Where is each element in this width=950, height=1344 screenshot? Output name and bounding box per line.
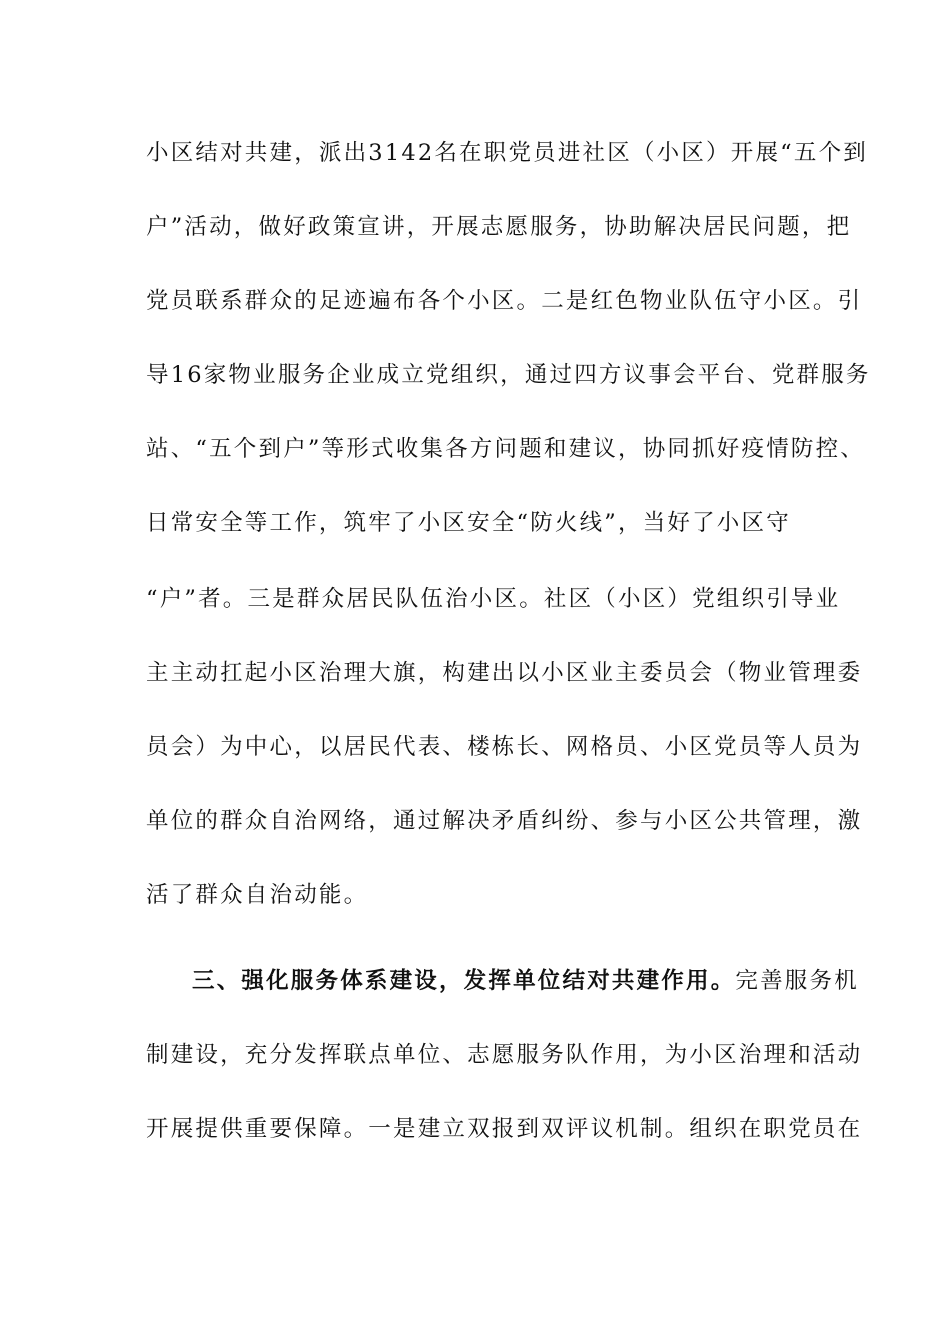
text-line: 活了群众自治动能。 [146, 882, 369, 908]
text-line: 制建设，充分发挥联点单位、志愿服务队作用，为小区治理和活动 [146, 1042, 863, 1068]
text-line: 党员联系群众的足迹遍布各个小区。二是红色物业队伍守小区。引 [146, 288, 863, 314]
section-heading-tail: 完善服务机 [735, 968, 859, 994]
section-heading-line [192, 966, 859, 996]
text-line: 员会）为中心，以居民代表、楼栋长、网格员、小区党员等人员为 [146, 734, 863, 760]
text-line: 小区结对共建，派出3142名在职党员进社区（小区）开展“五个到 [146, 140, 868, 166]
text-line: 户”活动，做好政策宣讲，开展志愿服务，协助解决居民问题，把 [146, 214, 852, 240]
text-line: 导16家物业服务企业成立党组织，通过四方议事会平台、党群服务 [146, 362, 871, 388]
text-line: 站、“五个到户”等形式收集各方问题和建议，协同抓好疫情防控、 [146, 436, 866, 462]
text-line: 日常安全等工作，筑牢了小区安全“防火线”，当好了小区守 [146, 510, 791, 536]
text-line: “户”者。三是群众居民队伍治小区。社区（小区）党组织引导业 [146, 586, 841, 612]
text-line: 单位的群众自治网络，通过解决矛盾纠纷、参与小区公共管理，激 [146, 808, 863, 834]
text-line: 主主动扛起小区治理大旗，构建出以小区业主委员会（物业管理委 [146, 660, 863, 686]
section-heading: 三、强化服务体系建设，发挥单位结对共建作用。 [192, 968, 736, 994]
text-line: 开展提供重要保障。一是建立双报到双评议机制。组织在职党员在 [146, 1116, 863, 1142]
